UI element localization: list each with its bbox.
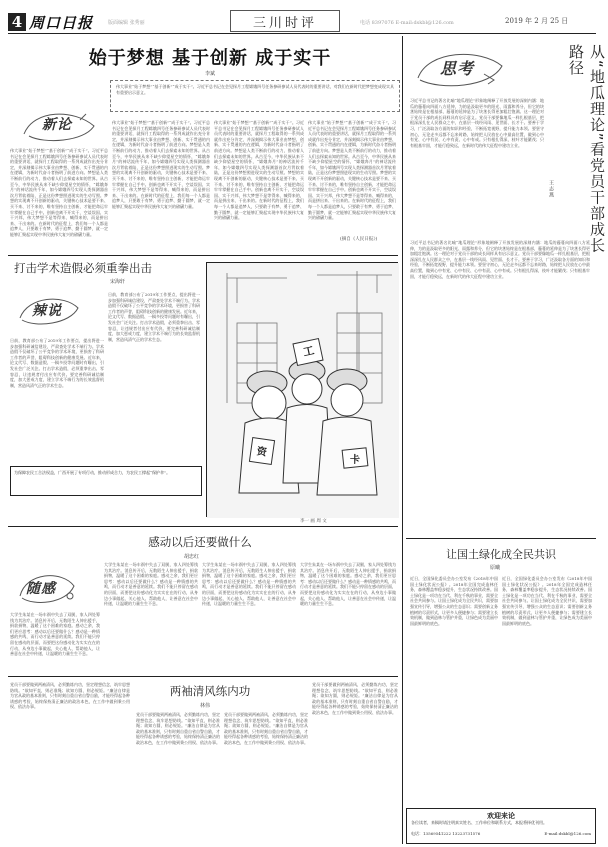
greening-body-col-2: 近日，全国绿化委员会办公室发布《2018年中国国土绿化状况公报》。2018年全国完成造林任务，森林覆盖率稳步提升，生态状况持续改善。国土绿化是一项功在当代、利在千秋的事业，需要全社会共同参与。让国土绿化成为全民共识，需要加强宣传引导，增强公众的生态意识；需要创新义务植树的尽责形式，让更多人便捷参与；需要建立长效机制，做到造林与管护并重，让绿色成为美丽中国最鲜明的底色。 [502, 576, 592, 626]
integrity-body-mid-2: 党员干部要做到两袖清风，必须勤练内功，坚定理想信念，筑牢思想防线。“欲知平直，则必准绳；欲知方圆，则必规矩。”廉洁自律是为官从政的基本准则，只有时刻自重自省自警自励，才能经得起各种诱惑的考验，始终保持清正廉洁的政治本色，在工作中做到秉公用权、依法办事。 [224, 712, 308, 745]
gratitude-column-title: 随感 [26, 581, 56, 597]
divider-right [406, 538, 596, 539]
academic-column-label [14, 290, 84, 330]
gratitude-author: 胡忠红 [184, 554, 200, 560]
integrity-author: 林伟 [200, 703, 211, 709]
academic-headline: 打击学术造假必须重拳出击 [14, 261, 152, 275]
divider-gratitude [8, 676, 398, 677]
lead-deck: 伟大事业“始于梦想”“基于创新”“成于实干”。习近平总书记在会见探月工程嫦娥四号任务参研参试人员代表时的重要讲话，对我们在新时代把梦想变成现实具有重要启示意义。 [116, 84, 394, 95]
cartoon-sign-work: 工 [301, 343, 316, 359]
issue-date: 2019 年 2 月 25 日 [505, 17, 569, 25]
gratitude-column-label [14, 566, 78, 610]
call-for-papers-body: 各位读者，来稿时请注明真实姓名、工作单位和联系方式，本报将择优刊用。 [411, 820, 547, 825]
lead-column-label [14, 104, 108, 146]
greening-headline: 让国土绿化成全民共识 [446, 548, 556, 561]
academic-author: 宋海轩 [110, 279, 126, 285]
right-body-main: 习近平总书记的著名比喻“地瓜理论”形象地阐释了开放发展的深刻内涵：地瓜的藤蔓向四面八方延伸，为的是汲取更多的阳光、雨露和养分，但它的块茎始终是在根基部，藤蔓的延伸是为了块茎长得更加粗壮饱满。这一理论对于党员干部的成长同样具有启示意义。党员干部要像地瓜一样扎根基层，把根深深扎在人民群众之中，在基层一线经风雨、见世面、长才干。要善于学习，广泛汲取各方面的知识和经验，不断拓宽视野，提升能力本领。要坚守初心，无论走多远都不忘来时路，始终把人民放在心中最高位置，做到心中有党、心中有民、心中有责、心中有戒。只有根扎得深，枝叶才能繁茂；只有根基牢固，才能行稳致远，在新时代的伟大征程中建功立业。 [410, 240, 590, 279]
greening-author: 原曦 [490, 565, 501, 571]
divider-cartoon [8, 526, 398, 527]
lead-body-col-4: 伟大事业“始于梦想”“基于创新”“成于实干”。习近平总书记在会见探月工程嫦娥四号任务参研参试人员代表时的重要讲话，就探月工程取得的一系列成就作出充分肯定，并深刻揭示伟大事业由梦想、创新、实干贯通的内在逻辑，为新时代奋斗者指明了前进方向。梦想是人类不断前行的动力，推动着人们去探索未知的世界。从古至今，中华民族从来不缺少仰望星空的情怀，“嫦娥奔月”的神话流传千年，如今嫦娥四号实现人类探测器首次月背软着陆，正是这份梦想照进现实的生动写照。梦想的实现离不开创新的驱动，关键核心技术是要不来、买不来、讨不来的，唯有坚持自主创新，才能把命运牢牢掌握在自己手中。创新也离不开实干，空谈误国、实干兴邦，伟大梦想不是等得来、喊得来的，而是拼出来、干出来的。在新时代的征程上，我们每一个人都是追梦人，只要敢于有梦、勇于追梦、勤于圆梦，就一定能够汇聚起实现中华民族伟大复兴的磅礴力量。 [308, 120, 396, 221]
integrity-body-left: 党员干部要做到两袖清风，必须勤练内功，坚定理想信念，筑牢思想防线。“欲知平直，则必准绳；欲知方圆，则必规矩。”廉洁自律是为官从政的基本准则，只有时刻自重自省自警自励，才能经得起各种诱惑的考验，始终保持清正廉洁的政治本色，在工作中做到秉公用权、依法办事。 [10, 682, 130, 710]
call-for-papers-phone: 电话：13569541222 13223731576 [411, 831, 481, 836]
integrity-body-right: 党员干部要做到两袖清风，必须勤练内功，坚定理想信念，筑牢思想防线。“欲知平直，则必准绳；欲知方圆，则必规矩。”廉洁自律是为官从政的基本准则，只有时刻自重自省自警自励，才能经得起各种诱惑的考验，始终保持清正廉洁的政治本色，在工作中做到秉公用权、依法办事。 [312, 682, 398, 715]
integrity-body-mid-1: 党员干部要做到两袖清风，必须勤练内功，坚定理想信念，筑牢思想防线。“欲知平直，则必准绳；欲知方圆，则必规矩。”廉洁自律是为官从政的基本准则，只有时刻自重自省自警自励，才能经得起各种诱惑的考验，始终保持清正廉洁的政治本色，在工作中做到秉公用权、依法办事。 [136, 712, 220, 745]
lead-author: 李斌 [204, 71, 215, 77]
greening-body-col-1: 近日，全国绿化委员会办公室发布《2018年中国国土绿化状况公报》。2018年全国完成造林任务，森林覆盖率稳步提升，生态状况持续改善。国土绿化是一项功在当代、利在千秋的事业，需要全社会共同参与。让国土绿化成为全民共识，需要加强宣传引导，增强公众的生态意识；需要创新义务植树的尽责形式，让更多人便捷参与；需要建立长效机制，做到造林与管护并重，让绿色成为美丽中国最鲜明的底色。 [410, 576, 498, 626]
gratitude-body-col-3: 大学生朱某在一场车祸中失去了双腿，家人四处筹钱为其治疗。消息传开后，无数陌生人伸出援手，捐款捐物，温暖了这个困难的家庭。感动之余，我们更应思考：感动以后还要做什么？感动是一种情感的共鸣，而行动才是善意的延续。我们不能只停留在感动的层面，而要把这份感动化为实实在在的行动，从身边小事做起，关心他人、帮助他人，让善意在社会中传递，让温暖的力量生生不息。 [202, 562, 296, 607]
call-for-papers-title: 欢迎来论 [487, 811, 515, 820]
divider-lead [8, 255, 398, 256]
right-headline: 从“地瓜理论”看党员干部成长路径 [567, 44, 606, 254]
gratitude-body-col-1: 大学生朱某在一场车祸中失去了双腿，家人四处筹钱为其治疗。消息传开后，无数陌生人伸出援手，捐款捐物，温暖了这个困难的家庭。感动之余，我们更应思考：感动以后还要做什么？感动是一种情感的共鸣，而行动才是善意的延续。我们不能只停留在感动的层面，而要把这份感动化为实实在在的行动，从身边小事做起，关心他人、帮助他人，让善意在社会中传递，让温暖的力量生生不息。 [10, 612, 100, 657]
lead-source: (摘自《人民日报》) [340, 237, 378, 242]
lead-body-col-2: 伟大事业“始于梦想”“基于创新”“成于实干”。习近平总书记在会见探月工程嫦娥四号任务参研参试人员代表时的重要讲话，就探月工程取得的一系列成就作出充分肯定，并深刻揭示伟大事业由梦想、创新、实干贯通的内在逻辑，为新时代奋斗者指明了前进方向。梦想是人类不断前行的动力，推动着人们去探索未知的世界。从古至今，中华民族从来不缺少仰望星空的情怀，“嫦娥奔月”的神话流传千年，如今嫦娥四号实现人类探测器首次月背软着陆，正是这份梦想照进现实的生动写照。梦想的实现离不开创新的驱动，关键核心技术是要不来、买不来、讨不来的，唯有坚持自主创新，才能把命运牢牢掌握在自己手中。创新也离不开实干，空谈误国、实干兴邦，伟大梦想不是等得来、喊得来的，而是拼出来、干出来的。在新时代的征程上，我们每一个人都是追梦人，只要敢于有梦、勇于追梦、勤于圆梦，就一定能够汇聚起实现中华民族伟大复兴的磅礴力量。 [112, 120, 210, 209]
lead-column-title: 新论 [42, 117, 72, 133]
academic-body-right: 日前，教育部公布了2019年工作要点，提出将进一步加强科研诚信建设，严肃查处学术不端行为。学术造假不仅破坏了公平竞争的学术环境，更损害了科研工作者的声誉，阻碍科技创新的健康发展。近年来，论文代写、数据造假、一稿多投等问题时有曝出，引发社会广泛关注。打击学术造假，必须重拳出击、零容忍，让违规者付出应有代价。要完善科研诚信制度，加大惩戒力度，建立学术不端行为的长效监督机制，营造风清气正的学术生态。 [108, 292, 200, 342]
cartoon-illustration [207, 263, 399, 518]
cartoon-caption: 李一 画 周 文 [300, 519, 327, 524]
right-column-title: 思考 [440, 59, 475, 78]
cartoon-sign-wage: 资 [256, 446, 268, 459]
academic-notice-box [10, 466, 202, 496]
masthead-rule [8, 33, 596, 34]
column-divider [402, 36, 403, 844]
call-for-papers-email: E-mail:dskbl@126.com [544, 831, 591, 836]
lead-body-col-3: 伟大事业“始于梦想”“基于创新”“成于实干”。习近平总书记在会见探月工程嫦娥四号任务参研参试人员代表时的重要讲话，就探月工程取得的一系列成就作出充分肯定，并深刻揭示伟大事业由梦想、创新、实干贯通的内在逻辑，为新时代奋斗者指明了前进方向。梦想是人类不断前行的动力，推动着人们去探索未知的世界。从古至今，中华民族从来不缺少仰望星空的情怀，“嫦娥奔月”的神话流传千年，如今嫦娥四号实现人类探测器首次月背软着陆，正是这份梦想照进现实的生动写照。梦想的实现离不开创新的驱动，关键核心技术是要不来、买不来、讨不来的，唯有坚持自主创新，才能把命运牢牢掌握在自己手中。创新也离不开实干，空谈误国、实干兴邦，伟大梦想不是等得来、喊得来的，而是拼出来、干出来的。在新时代的征程上，我们每一个人都是追梦人，只要敢于有梦、勇于追梦、勤于圆梦，就一定能够汇聚起实现中华民族伟大复兴的磅礴力量。 [214, 120, 304, 221]
academic-body-left: 日前，教育部公布了2019年工作要点，提出将进一步加强科研诚信建设，严肃查处学术不端行为。学术造假不仅破坏了公平竞争的学术环境，更损害了科研工作者的声誉，阻碍科技创新的健康发展。近年来，论文代写、数据造假、一稿多投等问题时有曝出，引发社会广泛关注。打击学术造假，必须重拳出击、零容忍，让违规者付出应有代价。要完善科研诚信制度，加大惩戒力度，建立学术不端行为的长效监督机制，营造风清气正的学术生态。 [10, 338, 104, 388]
call-for-papers-box [406, 808, 596, 844]
paper-name: 周口日报 [29, 14, 94, 32]
gratitude-headline: 感动以后还要做什么 [148, 535, 252, 549]
gratitude-body-col-2: 大学生朱某在一场车祸中失去了双腿，家人四处筹钱为其治疗。消息传开后，无数陌生人伸出援手，捐款捐物，温暖了这个困难的家庭。感动之余，我们更应思考：感动以后还要做什么？感动是一种情感的共鸣，而行动才是善意的延续。我们不能只停留在感动的层面，而要把这份感动化为实实在在的行动，从身边小事做起，关心他人、帮助他人，让善意在社会中传递，让温暖的力量生生不息。 [104, 562, 198, 607]
right-body-top: 习近平总书记的著名比喻“地瓜理论”形象地阐释了开放发展的深刻内涵：地瓜的藤蔓向四面八方延伸，为的是汲取更多的阳光、雨露和养分，但它的块茎始终是在根基部，藤蔓的延伸是为了块茎长得更加粗壮饱满。这一理论对于党员干部的成长同样具有启示意义。党员干部要像地瓜一样扎根基层，把根深深扎在人民群众之中，在基层一线经风雨、见世面、长才干。要善于学习，广泛汲取各方面的知识和经验，不断拓宽视野，提升能力本领。要坚守初心，无论走多远都不忘来时路，始终把人民放在心中最高位置，做到心中有党、心中有民、心中有责、心中有戒。只有根扎得深，枝叶才能繁茂；只有根基牢固，才能行稳致远，在新时代的伟大征程中建功立业。 [410, 98, 544, 148]
academic-notice: 为保障农民工合法权益，广西开展了专项行动，推动形成合力，为农民工撑起“保护伞”。 [14, 470, 171, 475]
academic-column-title: 辣说 [32, 303, 62, 319]
page-number: 4 [11, 13, 23, 31]
page-number-badge [8, 13, 26, 31]
contact-line: 电话 8397076 E-mail:dskbl@126.com [360, 20, 454, 26]
cartoon-sign-card: 卡 [350, 455, 360, 466]
cartoon-frame [206, 262, 398, 517]
right-author: 王志燕 [548, 180, 554, 198]
editor-line: 版面编辑 张秀丽 [108, 20, 145, 26]
right-column-label [410, 44, 510, 94]
lead-deck-box [110, 80, 400, 112]
section-title: 三川时评 [252, 16, 317, 31]
masthead [0, 0, 600, 38]
lead-body-col-1: 伟大事业“始于梦想”“基于创新”“成于实干”。习近平总书记在会见探月工程嫦娥四号任务参研参试人员代表时的重要讲话，就探月工程取得的一系列成就作出充分肯定，并深刻揭示伟大事业由梦想、创新、实干贯通的内在逻辑，为新时代奋斗者指明了前进方向。梦想是人类不断前行的动力，推动着人们去探索未知的世界。从古至今，中华民族从来不缺少仰望星空的情怀，“嫦娥奔月”的神话流传千年，如今嫦娥四号实现人类探测器首次月背软着陆，正是这份梦想照进现实的生动写照。梦想的实现离不开创新的驱动，关键核心技术是要不来、买不来、讨不来的，唯有坚持自主创新，才能把命运牢牢掌握在自己手中。创新也离不开实干，空谈误国、实干兴邦，伟大梦想不是等得来、喊得来的，而是拼出来、干出来的。在新时代的征程上，我们每一个人都是追梦人，只要敢于有梦、勇于追梦、勤于圆梦，就一定能够汇聚起实现中华民族伟大复兴的磅礴力量。 [10, 148, 108, 237]
integrity-headline: 两袖清风练内功 [169, 684, 251, 698]
gratitude-body-col-4: 大学生朱某在一场车祸中失去了双腿，家人四处筹钱为其治疗。消息传开后，无数陌生人伸出援手，捐款捐物，温暖了这个困难的家庭。感动之余，我们更应思考：感动以后还要做什么？感动是一种情感的共鸣，而行动才是善意的延续。我们不能只停留在感动的层面，而要把这份感动化为实实在在的行动，从身边小事做起，关心他人、帮助他人，让善意在社会中传递，让温暖的力量生生不息。 [300, 562, 396, 607]
lead-headline: 始于梦想 基于创新 成于实干 [88, 48, 332, 69]
